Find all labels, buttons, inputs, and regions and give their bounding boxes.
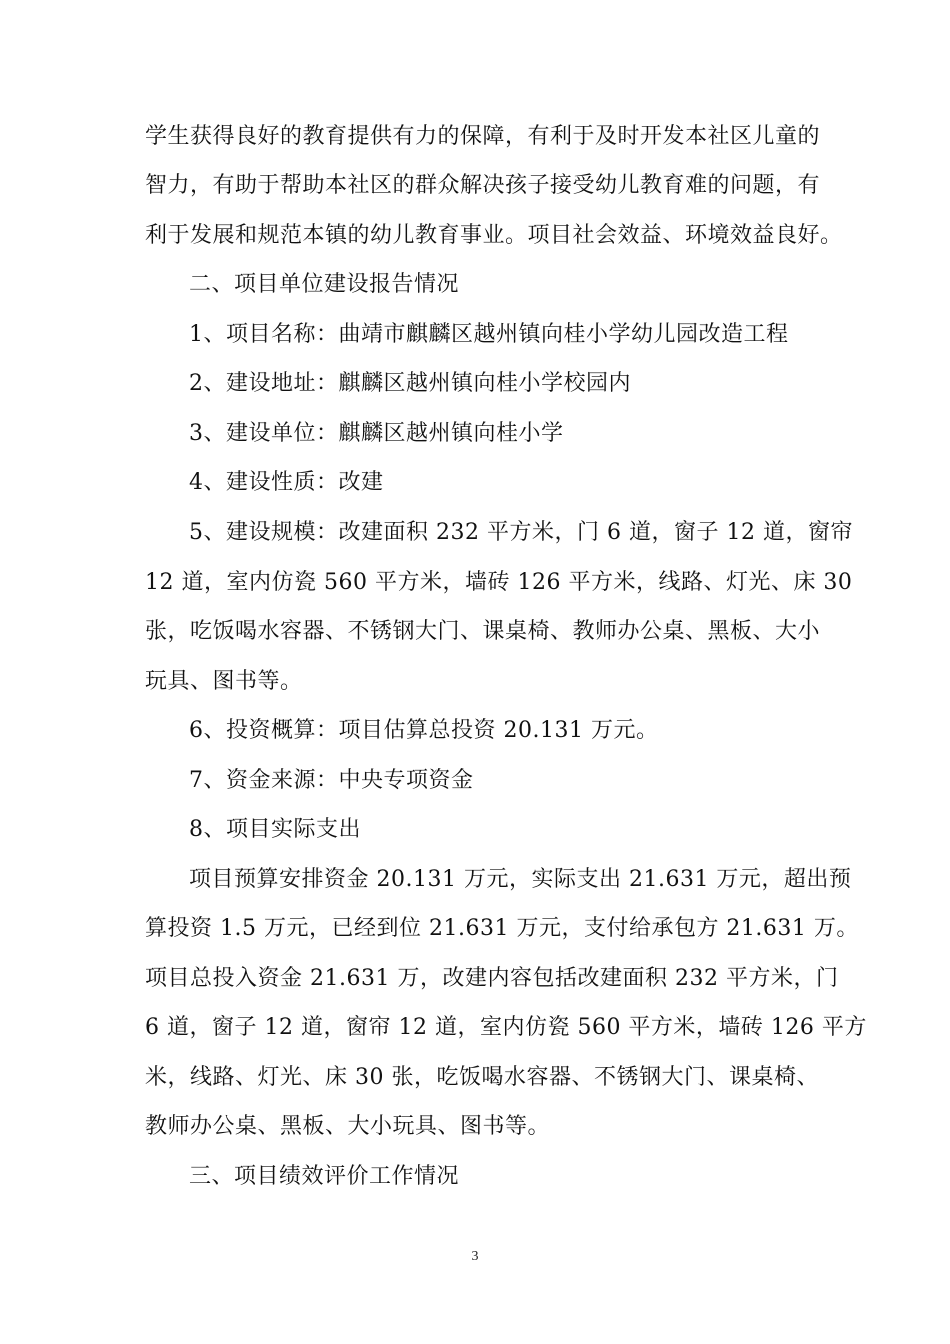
text-line — [0, 865, 950, 895]
list-item-text: 3、建设单位：麒麟区越州镇向桂小学 — [189, 421, 564, 446]
text-line-content: 学生获得良好的教育提供有力的保障，有利于及时开发本社区儿童的 — [145, 124, 821, 149]
list-item — [0, 518, 950, 548]
text-line — [0, 221, 950, 251]
list-item — [0, 716, 950, 746]
text-line-content: 张，吃饭喝水容器、不锈钢大门、课桌椅、教师办公桌、黑板、大小 — [145, 619, 821, 644]
list-item — [0, 320, 950, 350]
text-line — [0, 964, 950, 994]
list-item — [0, 369, 950, 399]
text-line-content: 利于发展和规范本镇的幼儿教育事业。项目社会效益、环境效益良好。 — [145, 223, 843, 248]
text-line — [0, 568, 950, 598]
list-item-text: 7、资金来源：中央专项资金 — [189, 768, 474, 793]
list-item-text: 4、建设性质：改建 — [189, 470, 384, 495]
section-heading — [0, 270, 950, 300]
text-line-content: 米，线路、灯光、床 30 张，吃饭喝水容器、不锈钢大门、课桌椅、 — [145, 1065, 819, 1090]
list-item-text: 5、建设规模：改建面积 232 平方米，门 6 道，窗子 12 道，窗帘 — [189, 520, 853, 545]
text-line — [0, 1063, 950, 1093]
text-line-content: 玩具、图书等。 — [145, 669, 303, 694]
text-line — [0, 914, 950, 944]
list-item — [0, 419, 950, 449]
text-line — [0, 617, 950, 647]
text-line — [0, 667, 950, 697]
text-line-content: 项目总投入资金 21.631 万，改建内容包括改建面积 232 平方米，门 — [145, 966, 839, 991]
list-item — [0, 766, 950, 796]
list-item — [0, 815, 950, 845]
text-line-content: 6 道，窗子 12 道，窗帘 12 道，室内仿瓷 560 平方米，墙砖 126 平方 — [145, 1015, 867, 1040]
text-line-content: 12 道，室内仿瓷 560 平方米，墙砖 126 平方米，线路、灯光、床 30 — [145, 570, 853, 595]
list-item-text: 6、投资概算：项目估算总投资 20.131 万元。 — [189, 718, 659, 743]
list-item-text: 8、项目实际支出 — [189, 817, 361, 842]
section-heading-text: 二、项目单位建设报告情况 — [189, 272, 460, 297]
section-heading — [0, 1162, 950, 1192]
list-item-text: 2、建设地址：麒麟区越州镇向桂小学校园内 — [189, 371, 631, 396]
text-line-content: 智力，有助于帮助本社区的群众解决孩子接受幼儿教育难的问题，有 — [145, 173, 821, 198]
page-number: 3 — [471, 1249, 479, 1264]
text-line-content: 算投资 1.5 万元，已经到位 21.631 万元，支付给承包方 21.631 万。 — [145, 916, 859, 941]
text-line-content: 项目预算安排资金 20.131 万元，实际支出 21.631 万元，超出预 — [189, 867, 852, 892]
text-line — [0, 122, 950, 152]
text-line — [0, 1112, 950, 1142]
list-item — [0, 468, 950, 498]
list-item-text: 1、项目名称：曲靖市麒麟区越州镇向桂小学幼儿园改造工程 — [189, 322, 789, 347]
text-line — [0, 171, 950, 201]
text-line-content: 教师办公桌、黑板、大小玩具、图书等。 — [145, 1114, 551, 1139]
section-heading-text: 三、项目绩效评价工作情况 — [189, 1164, 460, 1189]
text-line — [0, 1013, 950, 1043]
